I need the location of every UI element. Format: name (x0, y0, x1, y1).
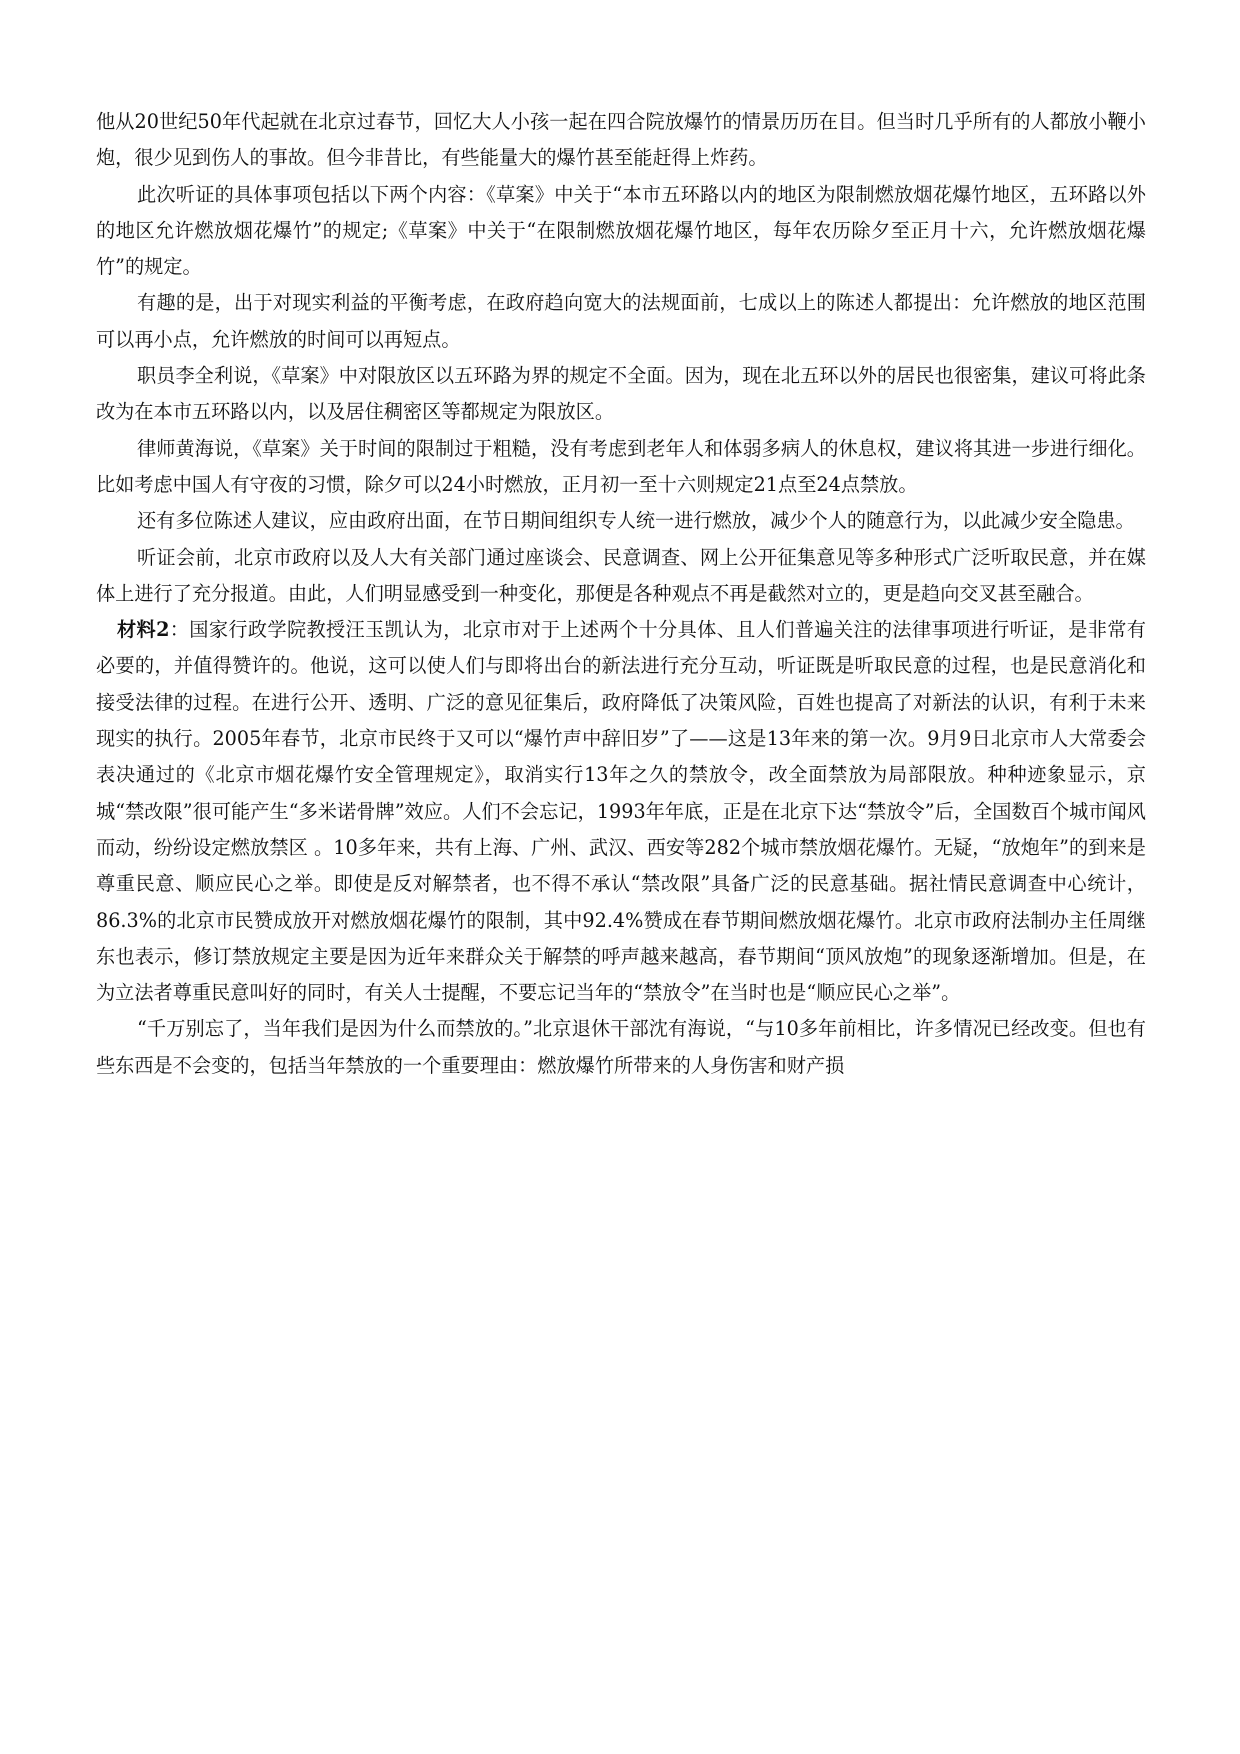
paragraph-4: 职员李全利说，《草案》中对限放区以五环路为界的规定不全面。因为，现在北五环以外的居民也很密集，建议可将此条改为在本市五环路以内，以及居住稠密区等都规定为限放区。 (96, 364, 1146, 424)
material-2-text: ：国家行政学院教授汪玉凯认为，北京市对于上述两个十分具体、且人们普遍关注的法律事项进行听证，是非常有必要的，并值得赞许的。他说，这可以使人们与即将出台的新法进行充分互动，听证既是听取民意的过程，也是民意消化和接受法律的过程。在进行公开、透明、广泛的意见征集后，政府降低了决策风险，百姓也提高了对新法的认识，有利于未来现实的执行。2005年春节，北京市民终于又可以“爆竹声中辞旧岁”了——这是13年来的第一次。9月9日北京市人大常委会表决通过的《北京市烟花爆竹安全管理规定》，取消实行13年之久的禁放令，改全面禁放为局部限放。种种迹象显示，京城“禁改限”很可能产生“多米诺骨牌”效应。人们不会忘记，1993年年底，正是在北京下达“禁放令”后，全国数百个城市闻风而动，纷纷设定燃放禁区 。10多年来，共有上海、广州、武汉、西安等282个城市禁放烟花爆竹。无疑，“放炮年”的到来是尊重民意、顺应民心之举。即使是反对解禁者，也不得不承认“禁改限”具备广泛的民意基础。据社情民意调查中心统计，86.3%的北京市民赞成放开对燃放烟花爆竹的限制，其中92.4%赞成在春节期间燃放烟花爆竹。北京市政府法制办主任周继东也表示，修订禁放规定主要是因为近年来群众关于解禁的呼声越来越高，春节期间“顶风放炮”的现象逐渐增加。但是，在为立法者尊重民意叫好的同时，有关人士提醒，不要忘记当年的“禁放令”在当时也是“顺应民心之举”。 (96, 618, 1146, 1005)
material-2-paragraph (96, 612, 1146, 1011)
paragraph-2: 此次听证的具体事项包括以下两个内容：《草案》中关于“本市五环路以内的地区为限制燃放烟花爆竹地区，五环路以外的地区允许燃放烟花爆竹”的规定;《草案》中关于“在限制燃放烟花爆竹地区，每年农历除夕至正月十六，允许燃放烟花爆竹”的规定。 (96, 182, 1146, 279)
paragraph-5: 律师黄海说，《草案》关于时间的限制过于粗糙，没有考虑到老年人和体弱多病人的休息权，建议将其进一步进行细化。比如考虑中国人有守夜的习惯，除夕可以24小时燃放，正月初一至十六则规定21点至24点禁放。 (96, 436, 1146, 496)
paragraph-1: 他从20世纪50年代起就在北京过春节，回忆大人小孩一起在四合院放爆竹的情景历历在目。但当时几乎所有的人都放小鞭小炮，很少见到伤人的事故。但今非昔比，有些能量大的爆竹甚至能赶得上炸药。 (96, 110, 1146, 170)
material-2-label: 材料2 (117, 618, 170, 642)
paragraph-final: “千万别忘了，当年我们是因为什么而禁放的。”北京退休干部沈有海说，“与10多年前相比，许多情况已经改变。但也有些东西是不会变的，包括当年禁放的一个重要理由：燃放爆竹所带来的人身伤害和财产损 (96, 1017, 1146, 1077)
paragraph-6: 还有多位陈述人建议，应由政府出面，在节日期间组织专人统一进行燃放，减少个人的随意行为，以此减少安全隐患。 (137, 509, 1135, 533)
paragraph-7: 听证会前，北京市政府以及人大有关部门通过座谈会、民意调查、网上公开征集意见等多种形式广泛听取民意，并在媒体上进行了充分报道。由此，人们明显感受到一种变化，那便是各种观点不再是截然对立的，更是趋向交叉甚至融合。 (96, 545, 1146, 605)
document-page (96, 104, 1146, 1084)
paragraph-3: 有趣的是，出于对现实利益的平衡考虑，在政府趋向宽大的法规面前，七成以上的陈述人都提出：允许燃放的地区范围可以再小点，允许燃放的时间可以再短点。 (96, 291, 1146, 351)
